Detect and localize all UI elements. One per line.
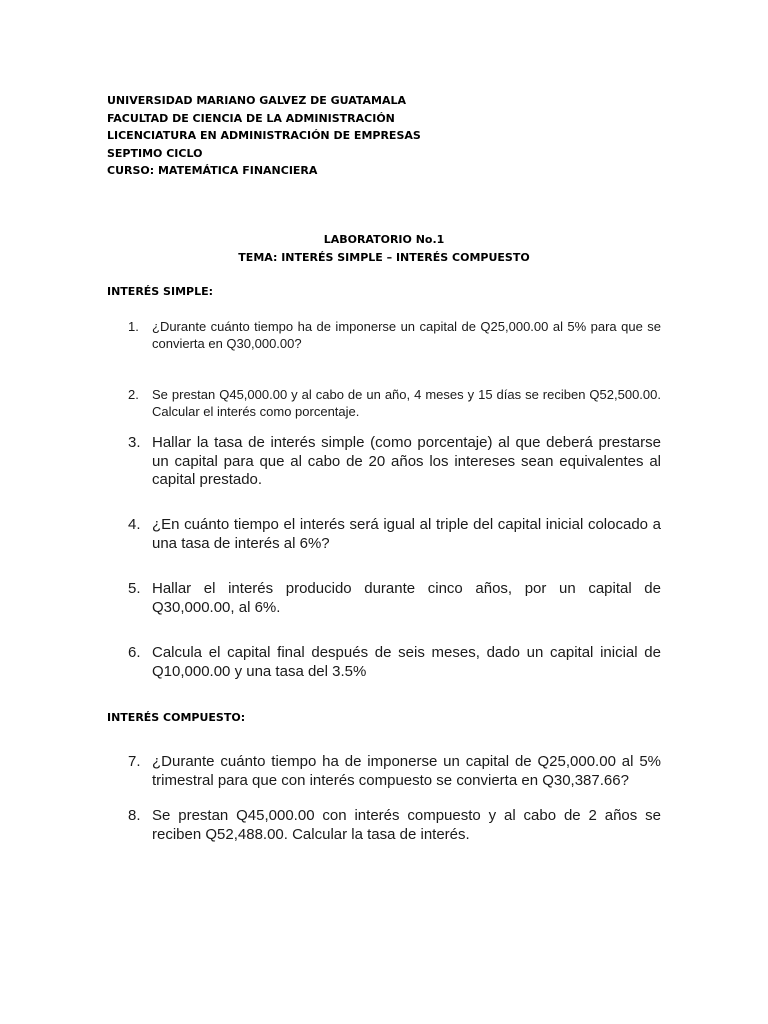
- question-text: ¿Durante cuánto tiempo ha de imponerse un capital de Q25,000.00 al 5% para que se convierta en Q30,000.00?: [152, 319, 661, 351]
- lab-title-block: [0, 231, 768, 267]
- question-number: 6.: [128, 644, 141, 661]
- course-name: CURSO: MATEMÁTICA FINANCIERA: [107, 164, 318, 177]
- lab-title: LABORATORIO No.1: [323, 233, 445, 246]
- question-text: Hallar el interés producido durante cinco años, por un capital de Q30,000.00, al 6%.: [152, 580, 661, 616]
- faculty-name: FACULTAD DE CIENCIA DE LA ADMINISTRACIÓN: [107, 111, 395, 125]
- lab-topic: TEMA: INTERÉS SIMPLE – INTERÉS COMPUESTO: [238, 251, 530, 264]
- question-item-6: [128, 644, 661, 681]
- question-number: 2.: [128, 387, 139, 402]
- section-heading-compound: INTERÉS COMPUESTO:: [107, 711, 246, 724]
- question-item-5: [128, 580, 661, 617]
- document-header: [107, 92, 421, 180]
- question-item-7: [128, 753, 661, 790]
- question-item-3: [128, 434, 661, 490]
- question-item-8: [128, 807, 661, 844]
- question-number: 1.: [128, 319, 139, 334]
- question-text: Se prestan Q45,000.00 con interés compuesto y al cabo de 2 años se reciben Q52,488.00. Calcular la tasa de interés.: [152, 807, 661, 843]
- question-item-4: [128, 516, 661, 553]
- question-number: 5.: [128, 580, 141, 597]
- cycle-name: SEPTIMO CICLO: [107, 146, 203, 160]
- question-number: 4.: [128, 516, 141, 533]
- question-number: 3.: [128, 434, 141, 451]
- section-heading-simple: INTERÉS SIMPLE:: [107, 285, 213, 298]
- question-text: Hallar la tasa de interés simple (como porcentaje) al que deberá prestarse un capital para que al cabo de 20 años los intereses sean equivalentes al capital prestado.: [152, 434, 661, 488]
- program-name: LICENCIATURA EN ADMINISTRACIÓN DE EMPRESAS: [107, 129, 421, 142]
- question-text: Calcula el capital final después de seis meses, dado un capital inicial de Q10,000.00 y una tasa del 3.5%: [152, 644, 661, 680]
- university-name: UNIVERSIDAD MARIANO GALVEZ DE GUATAMALA: [107, 94, 407, 107]
- question-item-2: [128, 386, 661, 420]
- question-text: Se prestan Q45,000.00 y al cabo de un año, 4 meses y 15 días se reciben Q52,500.00. Calcular el interés como porcentaje.: [152, 387, 661, 419]
- question-text: ¿Durante cuánto tiempo ha de imponerse un capital de Q25,000.00 al 5% trimestral para que con interés compuesto se convierta en Q30,387.66?: [152, 753, 661, 789]
- question-number: 8.: [128, 807, 141, 824]
- question-text: ¿En cuánto tiempo el interés será igual al triple del capital inicial colocado a una tasa de interés al 6%?: [152, 516, 661, 552]
- question-item-1: [128, 318, 661, 352]
- question-number: 7.: [128, 753, 141, 770]
